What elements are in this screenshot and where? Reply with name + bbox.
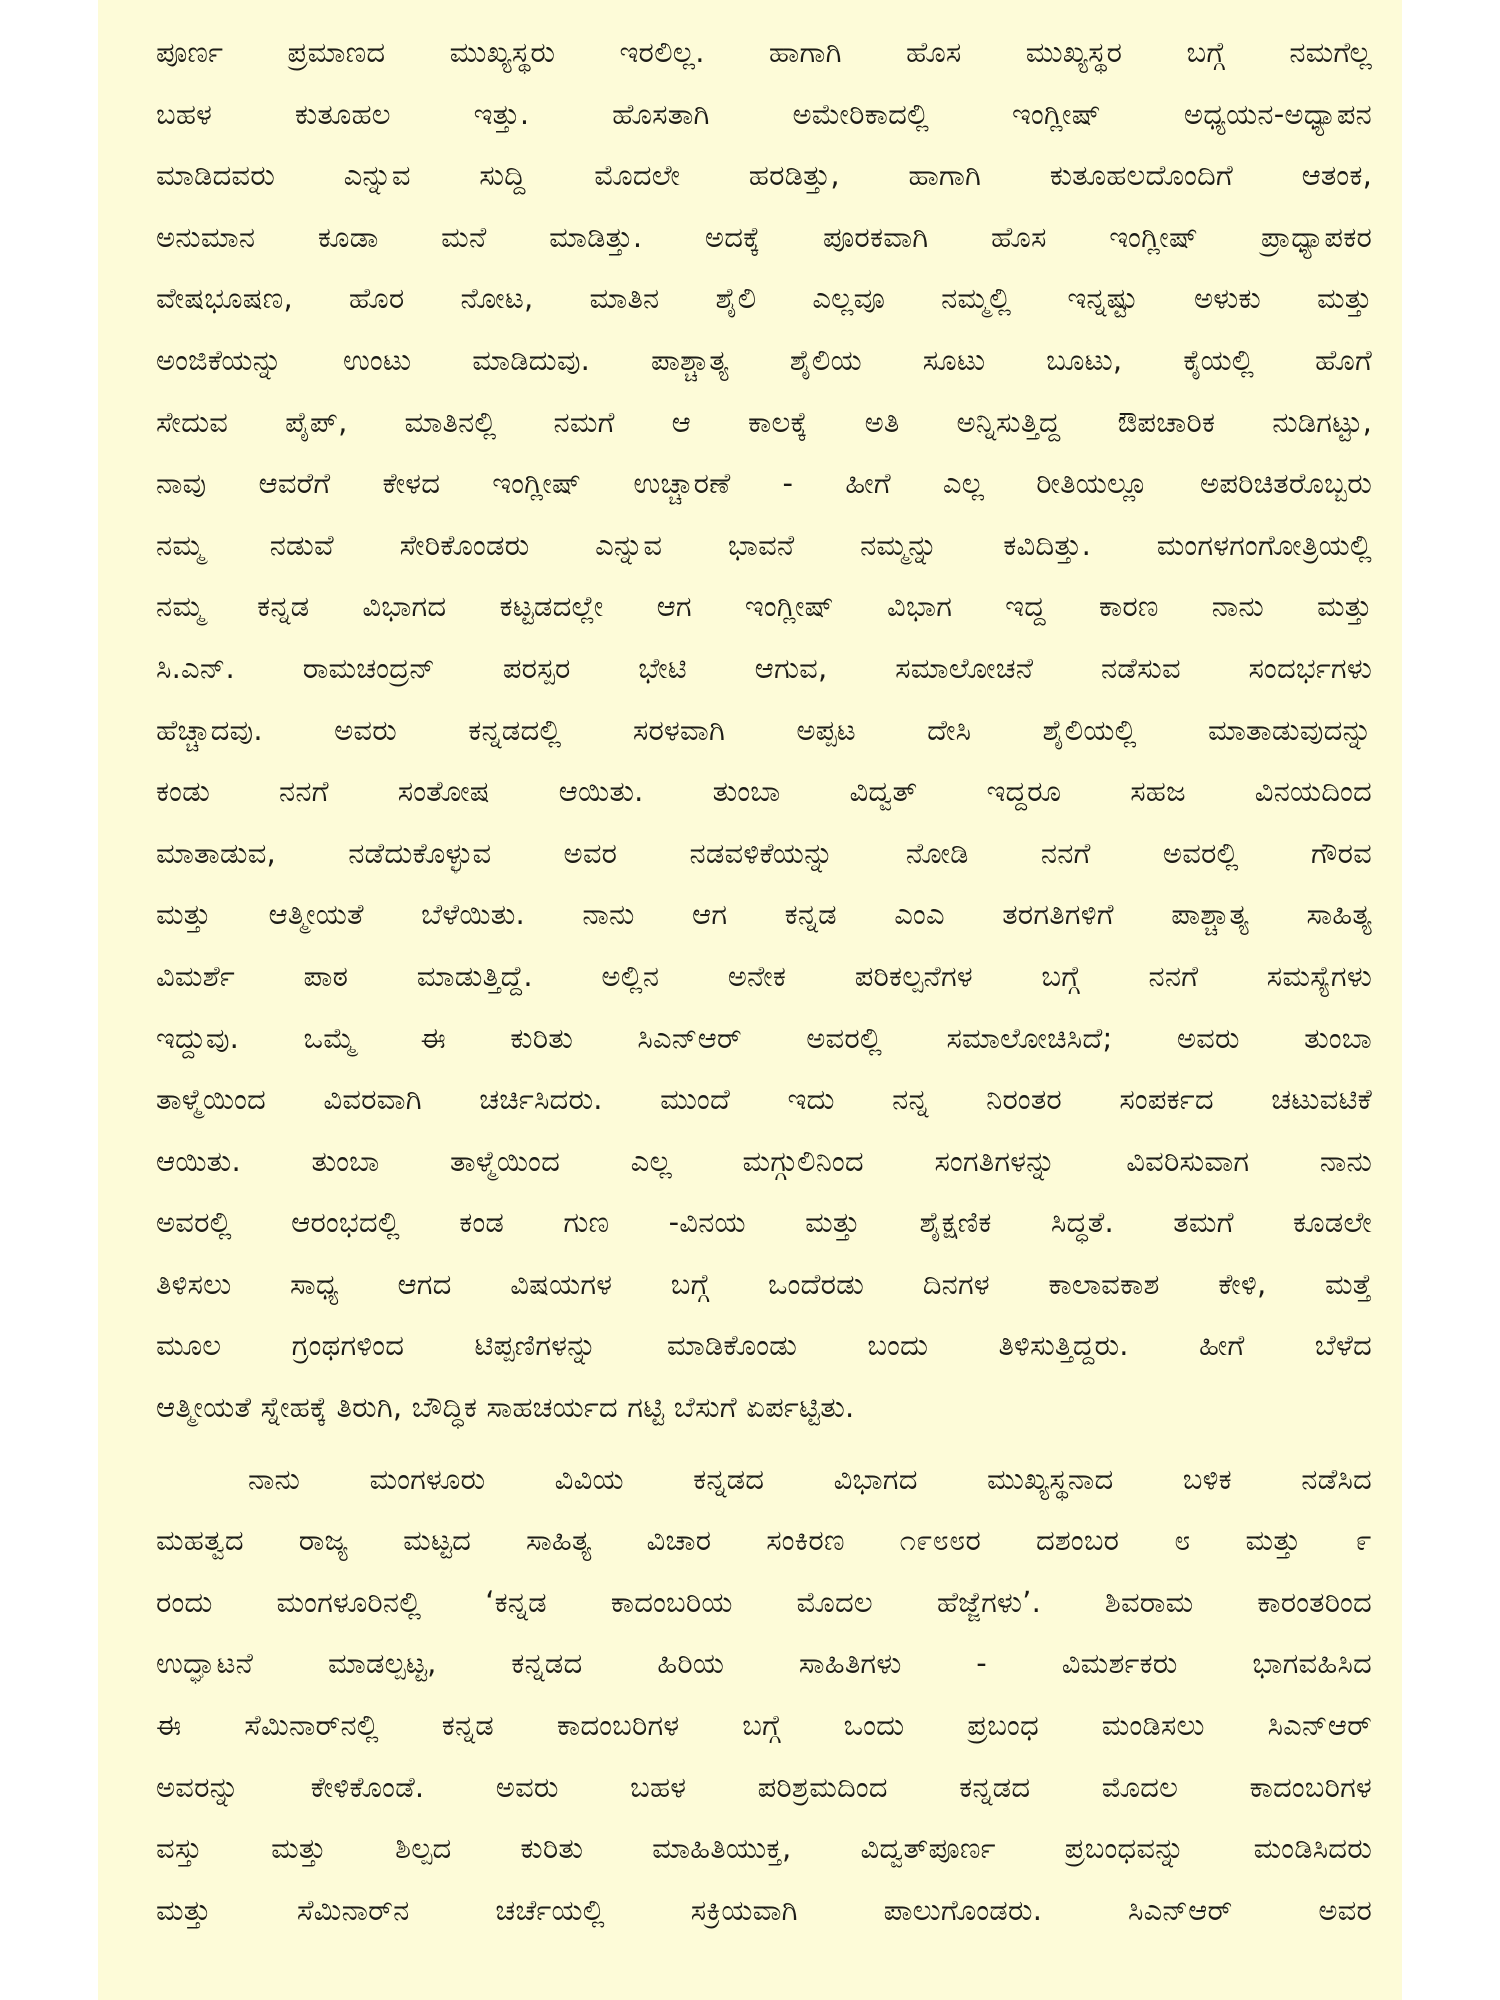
text-line: ವಿಮರ್ಶೆ ಪಾಠ ಮಾಡುತ್ತಿದ್ದೆ. ಅಲ್ಲಿನ ಅನೇಕ ಪರಿಕಲ್ಪನೆಗಳ ಬಗ್ಗೆ ನನಗೆ ಸಮಸ್ಯೆಗಳು	[156, 958, 1372, 993]
text-line: ಉದ್ಘಾಟನೆ ಮಾಡಲ್ಪಟ್ಟ, ಕನ್ನಡದ ಹಿರಿಯ ಸಾಹಿತಿಗಳು - ವಿಮರ್ಶಕರು ಭಾಗವಹಿಸಿದ	[156, 1646, 1372, 1681]
text-line: ಆಯಿತು. ತುಂಬಾ ತಾಳ್ಮೆಯಿಂದ ಎಲ್ಲ ಮಗ್ಗುಲಿನಿಂದ ಸಂಗತಿಗಳನ್ನು ವಿವರಿಸುವಾಗ ನಾನು	[156, 1143, 1372, 1178]
text-line: ಮಾಡಿದವರು ಎನ್ನುವ ಸುದ್ದಿ ಮೊದಲೇ ಹರಡಿತ್ತು, ಹಾಗಾಗಿ ಕುತೂಹಲದೊಂದಿಗೆ ಆತಂಕ,	[156, 158, 1372, 193]
text-line: ಮತ್ತು ಸೆಮಿನಾರ್‌ನ ಚರ್ಚೆಯಲ್ಲಿ ಸಕ್ರಿಯವಾಗಿ ಪಾಲುಗೊಂಡರು. ಸಿಎನ್‌ಆರ್ ಅವರ	[156, 1892, 1372, 1927]
text-line: ಮಹತ್ವದ ರಾಜ್ಯ ಮಟ್ಟದ ಸಾಹಿತ್ಯ ವಿಚಾರ ಸಂಕಿರಣ ೧೯೮೮ರ ದಶಂಬರ ೮ ಮತ್ತು ೯	[156, 1523, 1372, 1558]
text-line: ಅವರನ್ನು ಕೇಳಿಕೊಂಡೆ. ಅವರು ಬಹಳ ಪರಿಶ್ರಮದಿಂದ ಕನ್ನಡದ ಮೊದಲ ಕಾದಂಬರಿಗಳ	[156, 1769, 1372, 1804]
text-line-last: ಆತ್ಮೀಯತೆ ಸ್ನೇಹಕ್ಕೆ ತಿರುಗಿ, ಬೌದ್ಧಿಕ ಸಾಹಚರ್ಯದ ಗಟ್ಟಿ ಬೆಸುಗೆ ಏರ್ಪಟ್ಟಿತು.	[156, 1390, 855, 1425]
text-line-indented: ನಾನು ಮಂಗಳೂರು ವಿವಿಯ ಕನ್ನಡದ ವಿಭಾಗದ ಮುಖ್ಯಸ್ಥನಾದ ಬಳಿಕ ನಡೆಸಿದ	[248, 1461, 1372, 1496]
text-line: ತಿಳಿಸಲು ಸಾಧ್ಯ ಆಗದ ವಿಷಯಗಳ ಬಗ್ಗೆ ಒಂದೆರಡು ದಿನಗಳ ಕಾಲಾವಕಾಶ ಕೇಳಿ, ಮತ್ತೆ	[156, 1266, 1372, 1301]
paragraph-2	[156, 1449, 1372, 1942]
text-line: ಕಂಡು ನನಗೆ ಸಂತೋಷ ಆಯಿತು. ತುಂಬಾ ವಿದ್ವತ್ ಇದ್ದರೂ ಸಹಜ ವಿನಯದಿಂದ	[156, 774, 1372, 809]
text-line: ಪೂರ್ಣ ಪ್ರಮಾಣದ ಮುಖ್ಯಸ್ಥರು ಇರಲಿಲ್ಲ. ಹಾಗಾಗಿ ಹೊಸ ಮುಖ್ಯಸ್ಥರ ಬಗ್ಗೆ ನಮಗೆಲ್ಲ	[156, 35, 1372, 69]
text-line: ಮೂಲ ಗ್ರಂಥಗಳಿಂದ ಟಿಪ್ಪಣಿಗಳನ್ನು ಮಾಡಿಕೊಂಡು ಬಂದು ತಿಳಿಸುತ್ತಿದ್ದರು. ಹೀಗೆ ಬೆಳೆದ	[156, 1328, 1372, 1363]
text-line: ಇದ್ದುವು. ಒಮ್ಮೆ ಈ ಕುರಿತು ಸಿಎನ್‌ಆರ್ ಅವರಲ್ಲಿ ಸಮಾಲೋಚಿಸಿದೆ; ಅವರು ತುಂಬಾ	[156, 1020, 1372, 1055]
text-line: ರಂದು ಮಂಗಳೂರಿನಲ್ಲಿ ‘ಕನ್ನಡ ಕಾದಂಬರಿಯ ಮೊದಲ ಹೆಜ್ಜೆಗಳು’. ಶಿವರಾಮ ಕಾರಂತರಿಂದ	[156, 1584, 1372, 1619]
text-line: ಅಂಜಿಕೆಯನ್ನು ಉಂಟು ಮಾಡಿದುವು. ಪಾಶ್ಚಾತ್ಯ ಶೈಲಿಯ ಸೂಟು ಬೂಟು, ಕೈಯಲ್ಲಿ ಹೊಗೆ	[156, 342, 1372, 377]
text-line: ಅನುಮಾನ ಕೂಡಾ ಮನೆ ಮಾಡಿತ್ತು. ಅದಕ್ಕೆ ಪೂರಕವಾಗಿ ಹೊಸ ಇಂಗ್ಲೀಷ್ ಪ್ರಾಧ್ಯಾಪಕರ	[156, 219, 1372, 254]
text-line: ವೇಷಭೂಷಣ, ಹೊರ ನೋಟ, ಮಾತಿನ ಶೈಲಿ ಎಲ್ಲವೂ ನಮ್ಮಲ್ಲಿ ಇನ್ನಷ್ಟು ಅಳುಕು ಮತ್ತು	[156, 281, 1372, 316]
text-line: ನಮ್ಮ ನಡುವೆ ಸೇರಿಕೊಂಡರು ಎನ್ನುವ ಭಾವನೆ ನಮ್ಮನ್ನು ಕವಿದಿತ್ತು. ಮಂಗಳಗಂಗೋತ್ರಿಯಲ್ಲಿ	[156, 527, 1372, 562]
text-line: ಹೆಚ್ಚಾದವು. ಅವರು ಕನ್ನಡದಲ್ಲಿ ಸರಳವಾಗಿ ಅಪ್ಪಟ ದೇಸಿ ಶೈಲಿಯಲ್ಲಿ ಮಾತಾಡುವುದನ್ನು	[156, 712, 1372, 747]
text-line: ಬಹಳ ಕುತೂಹಲ ಇತ್ತು. ಹೊಸತಾಗಿ ಅಮೇರಿಕಾದಲ್ಲಿ ಇಂಗ್ಲೀಷ್ ಅಧ್ಯಯನ-ಅಧ್ಯಾಪನ	[156, 96, 1372, 131]
text-line: ತಾಳ್ಮೆಯಿಂದ ವಿವರವಾಗಿ ಚರ್ಚಿಸಿದರು. ಮುಂದೆ ಇದು ನನ್ನ ನಿರಂತರ ಸಂಪರ್ಕದ ಚಟುವಟಿಕೆ	[156, 1082, 1372, 1117]
text-line: ನಾವು ಆವರೆಗೆ ಕೇಳದ ಇಂಗ್ಲೀಷ್ ಉಚ್ಚಾರಣೆ - ಹೀಗೆ ಎಲ್ಲ ರೀತಿಯಲ್ಲೂ ಅಪರಿಚಿತರೊಬ್ಬರು	[156, 466, 1372, 501]
text-line: ನಮ್ಮ ಕನ್ನಡ ವಿಭಾಗದ ಕಟ್ಟಡದಲ್ಲೇ ಆಗ ಇಂಗ್ಲೀಷ್ ವಿಭಾಗ ಇದ್ದ ಕಾರಣ ನಾನು ಮತ್ತು	[156, 589, 1372, 624]
text-line: ಮತ್ತು ಆತ್ಮೀಯತೆ ಬೆಳೆಯಿತು. ನಾನು ಆಗ ಕನ್ನಡ ಎಂಎ ತರಗತಿಗಳಿಗೆ ಪಾಶ್ಚಾತ್ಯ ಸಾಹಿತ್ಯ	[156, 897, 1372, 932]
text-line: ಮಾತಾಡುವ, ನಡೆದುಕೊಳ್ಳುವ ಅವರ ನಡವಳಿಕೆಯನ್ನು ನೋಡಿ ನನಗೆ ಅವರಲ್ಲಿ ಗೌರವ	[156, 835, 1372, 870]
scanned-page	[98, 0, 1402, 2000]
text-line: ಅವರಲ್ಲಿ ಆರಂಭದಲ್ಲಿ ಕಂಡ ಗುಣ -ವಿನಯ ಮತ್ತು ಶೈಕ್ಷಣಿಕ ಸಿದ್ಧತೆ. ತಮಗೆ ಕೂಡಲೇ	[156, 1205, 1372, 1240]
paragraph-gap	[156, 1439, 1372, 1449]
text-line: ಸೇದುವ ಪೈಪ್, ಮಾತಿನಲ್ಲಿ ನಮಗೆ ಆ ಕಾಲಕ್ಕೆ ಅತಿ ಅನ್ನಿಸುತ್ತಿದ್ದ ಔಪಚಾರಿಕ ನುಡಿಗಟ್ಟು,	[156, 404, 1372, 439]
text-line: ಈ ಸೆಮಿನಾರ್‌ನಲ್ಲಿ ಕನ್ನಡ ಕಾದಂಬರಿಗಳ ಬಗ್ಗೆ ಒಂದು ಪ್ರಬಂಧ ಮಂಡಿಸಲು ಸಿಎನ್‌ಆರ್	[156, 1708, 1372, 1743]
paragraph-1	[156, 22, 1372, 1439]
text-line: ಸಿ.ಎನ್. ರಾಮಚಂದ್ರನ್ ಪರಸ್ಪರ ಭೇಟಿ ಆಗುವ, ಸಮಾಲೋಚನೆ ನಡೆಸುವ ಸಂದರ್ಭಗಳು	[156, 650, 1372, 685]
text-line: ವಸ್ತು ಮತ್ತು ಶಿಲ್ಪದ ಕುರಿತು ಮಾಹಿತಿಯುಕ್ತ, ವಿದ್ವತ್‌ಪೂರ್ಣ ಪ್ರಬಂಧವನ್ನು ಮಂಡಿಸಿದರು	[156, 1831, 1372, 1866]
